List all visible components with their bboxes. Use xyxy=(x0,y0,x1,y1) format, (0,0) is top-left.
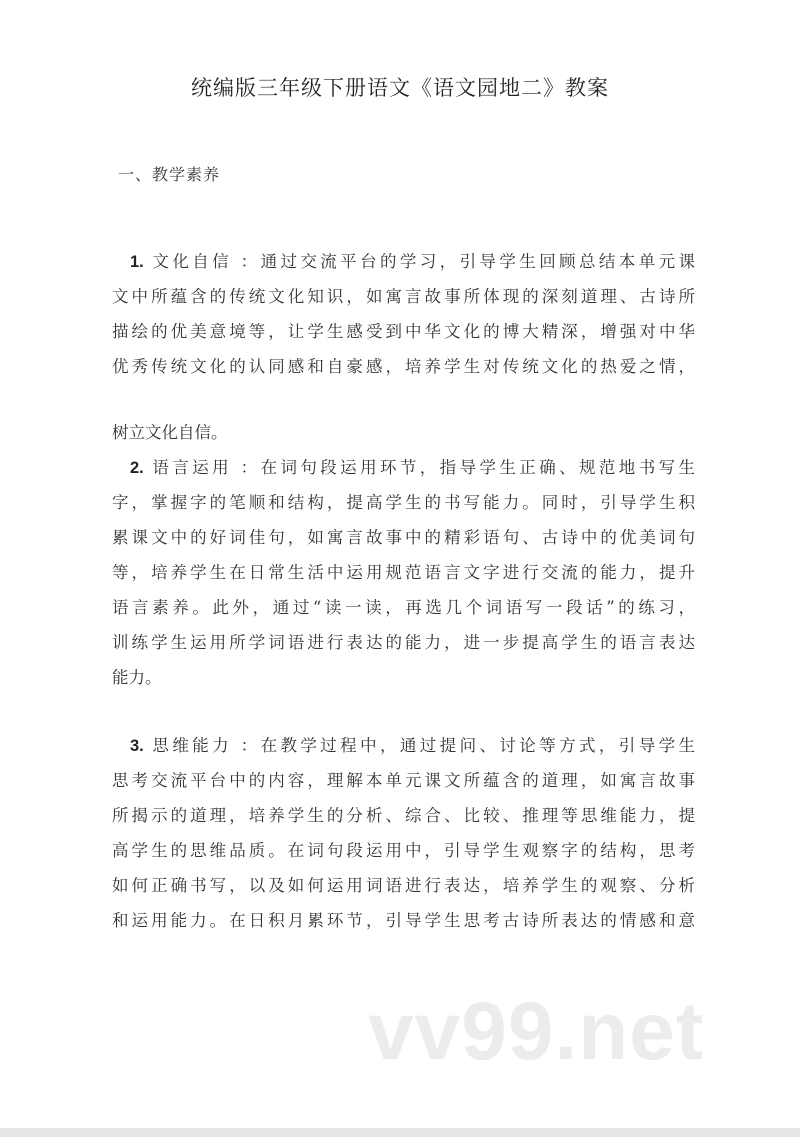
paragraph-line: 所揭示的道理，培养学生的分析、综合、比较、推理等思维能力，提 xyxy=(112,806,695,825)
paragraph-line: 字，掌握字的笔顺和结构，提高学生的书写能力。同时，引导学生积 xyxy=(112,493,695,512)
paragraph-number: 1. xyxy=(130,253,144,271)
paragraph-line: 如何正确书写，以及如何运用词语进行表达，培养学生的观察、分析 xyxy=(112,876,695,895)
paragraph-line: 累课文中的好词佳句，如寓言故事中的精彩语句、古诗中的优美词句 xyxy=(112,528,695,547)
paragraph-line: 2. 语言运用 ：在词句段运用环节，指导学生正确、规范地书写生 xyxy=(130,458,695,477)
paragraph-line: 高学生的思维品质。在词句段运用中，引导学生观察字的结构，思考 xyxy=(112,841,695,860)
paragraph-line: 3. 思维能力 ：在教学过程中，通过提问、讨论等方式，引导学生 xyxy=(130,736,695,755)
paragraph-line: 描绘的优美意境等，让学生感受到中华文化的博大精深，增强对中华 xyxy=(112,322,695,341)
paragraph-line: 训练学生运用所学词语进行表达的能力，进一步提高学生的语言表达 xyxy=(112,633,695,652)
paragraph-line: 语言素养。此外，通过“读一读，再选几个词语写一段话”的练习， xyxy=(112,598,695,617)
page-bottom-edge xyxy=(0,1128,800,1137)
paragraph-line: 和运用能力。在日积月累环节，引导学生思考古诗所表达的情感和意 xyxy=(112,911,695,930)
paragraph-line: 树立文化自信。 xyxy=(112,423,228,442)
paragraph-number: 3. xyxy=(130,737,144,755)
watermark: vv99.net xyxy=(368,986,705,1077)
paragraph-line: 思考交流平台中的内容，理解本单元课文所蕴含的道理，如寓言故事 xyxy=(112,771,695,790)
paragraph-line: 优秀传统文化的认同感和自豪感，培养学生对传统文化的热爱之情， xyxy=(112,357,695,376)
document-title: 统编版三年级下册语文《语文园地二》教案 xyxy=(191,76,609,100)
paragraph-line: 1. 文化自信 ：通过交流平台的学习，引导学生回顾总结本单元课 xyxy=(130,252,695,271)
paragraph-line: 文中所蕴含的传统文化知识，如寓言故事所体现的深刻道理、古诗所 xyxy=(112,287,695,306)
paragraph-line: 能力。 xyxy=(112,668,162,687)
paragraph-number: 2. xyxy=(130,459,144,477)
section-heading: 一、教学素养 xyxy=(118,165,221,184)
paragraph-line: 等，培养学生在日常生活中运用规范语言文字进行交流的能力，提升 xyxy=(112,563,695,582)
